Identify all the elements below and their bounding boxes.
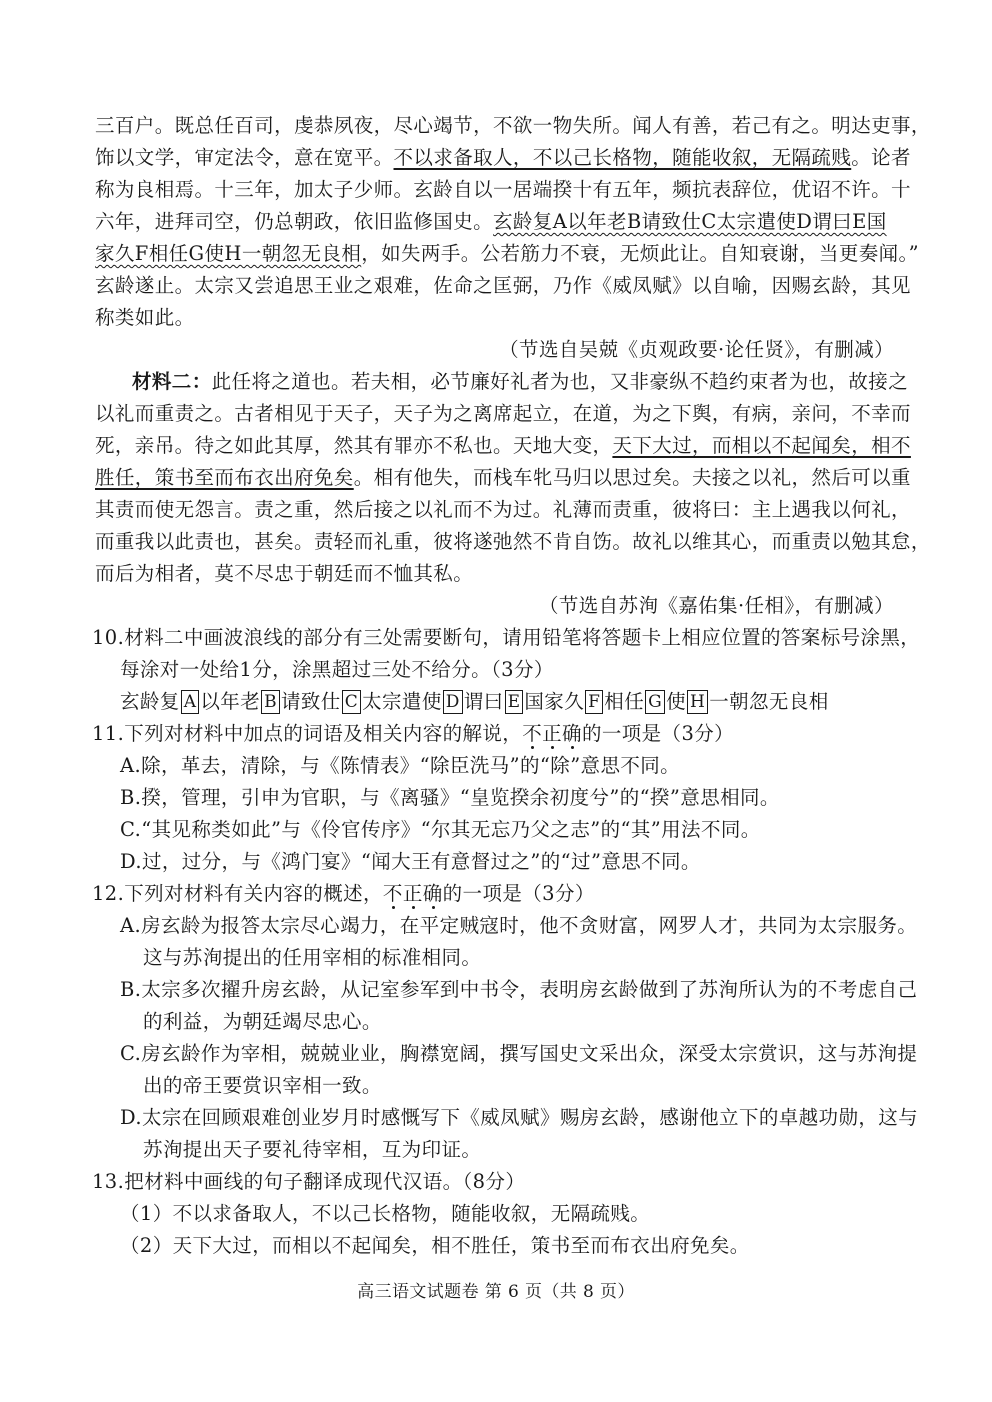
q11-option-b[interactable]: B.揆，管理，引申为官职，与《离骚》“皇览揆余初度兮”的“揆”意思相同。: [120, 786, 780, 809]
text: 11.下列对材料中加点的词语及相关内容的解说，: [92, 722, 523, 745]
emphasis-char: 正: [542, 722, 563, 745]
material1-line-3: [95, 174, 911, 206]
underlined-sentence-2: 胜任，策书至而布衣出府免矣: [95, 466, 354, 489]
answer-box-h[interactable]: H: [687, 690, 708, 714]
text: 此任将之道也。若夫相，必节廉好礼者为也，又非豪纵不趋约束者为也，故接之: [211, 370, 909, 393]
text: 。相有他失，而栈车牝马归以思过矣。夫接之以礼，然后可以重: [353, 466, 911, 489]
q12-option-d[interactable]: D.太宗在回顾艰难创业岁月时感慨写下《威凤赋》赐房玄龄，感谢他立下的卓越功勋，这与: [120, 1106, 919, 1129]
text: ，如失两手。公若筋力不衰，无烦此让。自知衰谢，当更奏闻。”: [361, 242, 920, 265]
text: 12.下列对材料有关内容的概述，: [92, 882, 383, 905]
q12-option-b[interactable]: B.太宗多次擢升房玄龄，从记室参军到中书令，表明房玄龄做到了苏洵所认为的不考虑自己: [120, 978, 918, 1001]
text: 三百户。既总任百司，虔恭夙夜，尽心竭节，不欲一物失所。闻人有善，若己有之。明达吏事，: [95, 114, 931, 137]
text: 。论者: [851, 146, 911, 169]
text: 六年，进拜司空，仍总朝政，依旧监修国史。: [95, 210, 494, 233]
q12-option-a-cont: 这与苏洵提出的任用宰相的标准相同。: [143, 946, 482, 969]
answer-box-e[interactable]: E: [505, 690, 524, 714]
material2-line-7: [95, 558, 473, 590]
q11-option-c[interactable]: C.“其见称类如此”与《伶官传序》“尔其无忘乃父之志”的“其”用法不同。: [120, 818, 761, 841]
emphasis-char: 不: [522, 722, 543, 745]
material2-line-2: [95, 398, 911, 430]
material1-line-4: [95, 206, 887, 238]
text: 玄龄遂止。太宗又尝追思王业之艰难，佐命之匡弼，乃作《威凤赋》以自喻，因赐玄龄，其见: [95, 274, 911, 297]
page-footer: 高三语文试题卷 第 6 页（共 8 页）: [357, 1282, 635, 1302]
text: 的一项是（3分）: [442, 882, 595, 905]
text: 国家久: [524, 690, 585, 713]
text: 谓曰: [463, 690, 504, 713]
q13-sentence-2: （2）天下大过，而相以不起闻矣，相不胜任，策书至而布衣出府免矣。: [120, 1234, 750, 1257]
text: 而重我以此责也，甚矣。责轻而礼重，彼将遂弛然不肯自饬。故礼以维其心，而重责以勉其怠，: [95, 530, 931, 553]
text: 相任: [604, 690, 645, 713]
text: 称类如此。: [95, 306, 195, 329]
text: 使: [666, 690, 686, 713]
q12-option-c[interactable]: C.房玄龄作为宰相，兢兢业业，胸襟宽阔，撰写国史文采出众，深受太宗赏识，这与苏洵提: [120, 1042, 918, 1065]
material2-label: 材料二：: [132, 370, 212, 393]
q12-option-c-cont: 出的帝王要赏识宰相一致。: [143, 1074, 382, 1097]
material1-source: （节选自吴兢《贞观政要·论任贤》，有删减）: [499, 338, 894, 361]
text: 饰以文学，审定法令，意在宽平。: [95, 146, 394, 169]
text: 以年老: [200, 690, 261, 713]
q13-sentence-1: （1）不以求备取人，不以己长格物，随能收叙，无隔疏贱。: [120, 1202, 651, 1225]
text: 其责而使无怨言。责之重，然后接之以礼而不为过。礼薄而责重，彼将曰：主上遇我以何礼，: [95, 498, 911, 521]
emphasis-char: 正: [402, 882, 423, 905]
answer-box-d[interactable]: D: [443, 690, 463, 714]
text: 以礼而重责之。古者相见于天子，天子为之离席起立，在道，为之下舆，有病，亲问，不幸而: [95, 402, 911, 425]
q12-option-d-cont: 苏洵提出天子要礼待宰相，互为印证。: [143, 1138, 482, 1161]
q10-break-options: [120, 686, 829, 718]
material1-line-6: [95, 270, 911, 302]
material1-line-1: [95, 110, 931, 142]
q12-option-a[interactable]: A.房玄龄为报答太宗尽心竭力，在平定贼寇时，他不贪财富，网罗人才，共同为太宗服务。: [120, 914, 918, 937]
q11-stem: [92, 718, 734, 750]
emphasis-char: 不: [382, 882, 403, 905]
material2-line-4: [95, 462, 911, 494]
material2-line-5: [95, 494, 911, 526]
answer-box-g[interactable]: G: [645, 690, 665, 714]
q12-option-b-cont: 的利益，为朝廷竭尽忠心。: [143, 1010, 382, 1033]
text: 请致仕: [281, 690, 341, 713]
underlined-sentence-2: 天下大过，而相以不起闻矣，相不: [612, 434, 911, 457]
material2-source: （节选自苏洵《嘉佑集·任相》，有删减）: [538, 594, 894, 617]
q13-stem: 13.把材料中画线的句子翻译成现代汉语。（8分）: [92, 1170, 526, 1193]
underlined-sentence-1: 不以求备取人，不以己长格物，随能收叙，无隔疏贱: [393, 146, 852, 169]
answer-box-a[interactable]: A: [181, 690, 200, 714]
wavy-passage: 玄龄复A以年老B请致仕C太宗遣使D谓曰E国: [493, 210, 887, 233]
material2-line-6: [95, 526, 931, 558]
q12-stem: [92, 878, 595, 910]
text: 的一项是（3分）: [581, 722, 735, 745]
text: 玄龄复: [120, 690, 180, 713]
material2-line-1: [132, 366, 908, 398]
text: 而后为相者，莫不尽忠于朝廷而不恤其私。: [95, 562, 474, 585]
q11-option-a[interactable]: A.除，革去，清除，与《陈情表》“除臣洗马”的“除”意思不同。: [120, 754, 681, 777]
wavy-passage: 家久F相任G使H一朝忽无良相: [95, 242, 362, 265]
text: 一朝忽无良相: [709, 690, 829, 713]
q10-stem-cont: 每涂对一处给1分，涂黑超过三处不给分。（3分）: [120, 658, 554, 681]
emphasis-char: 确: [562, 722, 582, 745]
emphasis-char: 确: [422, 882, 443, 905]
answer-box-f[interactable]: F: [585, 690, 603, 714]
material2-line-3: [95, 430, 911, 462]
q11-option-d[interactable]: D.过，过分，与《鸿门宴》“闻大王有意督过之”的“过”意思不同。: [120, 850, 701, 873]
material1-line-2: [95, 142, 911, 174]
answer-box-b[interactable]: B: [261, 690, 280, 714]
answer-box-c[interactable]: C: [342, 690, 361, 714]
q10-stem: 10.材料二中画波浪线的部分有三处需要断句，请用铅笔将答题卡上相应位置的答案标号涂黑，: [92, 626, 921, 649]
text: 太宗遣使: [362, 690, 442, 713]
text: 称为良相焉。十三年，加太子少师。玄龄自以一居端揆十有五年，频抗表辞位，优诏不许。十: [95, 178, 911, 201]
material1-line-5: [95, 238, 919, 270]
text: 死，亲吊。待之如此其厚，然其有罪亦不私也。天地大变，: [95, 434, 613, 457]
material1-line-7: [95, 302, 195, 334]
